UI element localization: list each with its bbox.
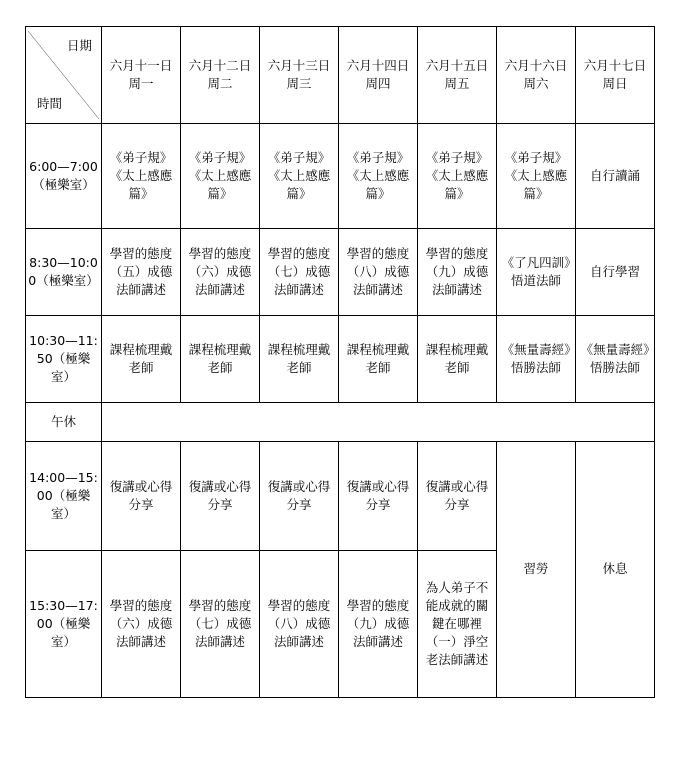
day-date-0: 六月十一日	[109, 57, 173, 73]
session-cell-2-6: 《無量壽經》悟勝法師	[576, 316, 655, 403]
session-cell-2-0: 課程梳理戴老師	[102, 316, 181, 403]
session-cell-3-0: 復講或心得分享	[102, 442, 181, 551]
time-label-2: 10:30—11:50（極樂室）	[26, 316, 102, 403]
day-header-6	[576, 27, 655, 124]
table-row	[26, 442, 655, 551]
corner-date-label: 日期	[66, 38, 92, 53]
session-cell-2-4: 課程梳理戴老師	[418, 316, 497, 403]
day-weekday-3: 周四	[365, 76, 391, 91]
day-weekday-4: 周五	[444, 76, 470, 91]
session-cell-1-6: 自行學習	[576, 229, 655, 316]
session-cell-0-0: 《弟子規》《太上感應篇》	[102, 124, 181, 229]
session-cell-1-0: 學習的態度（五）成德法師講述	[102, 229, 181, 316]
session-cell-0-1: 《弟子規》《太上感應篇》	[181, 124, 260, 229]
day-weekday-0: 周一	[128, 76, 154, 91]
session-cell-1-2: 學習的態度（七）成德法師講述	[260, 229, 339, 316]
session-cell-3-3: 復講或心得分享	[339, 442, 418, 551]
day-header-4	[418, 27, 497, 124]
day-date-5: 六月十六日	[504, 57, 568, 73]
noon-break-label: 午休	[26, 403, 102, 442]
session-cell-3-2: 復講或心得分享	[260, 442, 339, 551]
session-cell-0-4: 《弟子規》《太上感應篇》	[418, 124, 497, 229]
time-label-3: 14:00—15:00（極樂室）	[26, 442, 102, 551]
table-row	[26, 316, 655, 403]
day-header-5	[497, 27, 576, 124]
session-cell-4-0: 學習的態度（六）成德法師講述	[102, 551, 181, 698]
day-header-2	[260, 27, 339, 124]
day-weekday-5: 周六	[523, 76, 549, 91]
session-cell-3-1: 復講或心得分享	[181, 442, 260, 551]
day-weekday-6: 周日	[602, 76, 628, 91]
day-weekday-1: 周二	[207, 76, 233, 91]
day-date-4: 六月十五日	[425, 57, 489, 73]
session-cell-1-5: 《了凡四訓》悟道法師	[497, 229, 576, 316]
session-cell-3-6: 休息	[576, 442, 655, 698]
time-label-0: 6:00—7:00（極樂室）	[26, 124, 102, 229]
day-weekday-2: 周三	[286, 76, 312, 91]
session-cell-1-4: 學習的態度（九）成德法師講述	[418, 229, 497, 316]
table-header-row	[26, 27, 655, 124]
session-cell-4-1: 學習的態度（七）成德法師講述	[181, 551, 260, 698]
noon-break-row	[26, 403, 655, 442]
table-row	[26, 124, 655, 229]
time-label-1: 8:30—10:00（極樂室）	[26, 229, 102, 316]
session-cell-0-2: 《弟子規》《太上感應篇》	[260, 124, 339, 229]
session-cell-1-1: 學習的態度（六）成德法師講述	[181, 229, 260, 316]
session-cell-4-2: 學習的態度（八）成德法師講述	[260, 551, 339, 698]
session-cell-0-5: 《弟子規》《太上感應篇》	[497, 124, 576, 229]
day-date-2: 六月十三日	[267, 57, 331, 73]
day-date-6: 六月十七日	[583, 57, 647, 73]
day-header-0	[102, 27, 181, 124]
session-cell-2-3: 課程梳理戴老師	[339, 316, 418, 403]
day-header-1	[181, 27, 260, 124]
session-cell-0-6: 自行讀誦	[576, 124, 655, 229]
day-header-3	[339, 27, 418, 124]
session-cell-1-3: 學習的態度（八）成德法師講述	[339, 229, 418, 316]
corner-header-cell	[26, 27, 102, 124]
session-cell-2-2: 課程梳理戴老師	[260, 316, 339, 403]
session-cell-0-3: 《弟子規》《太上感應篇》	[339, 124, 418, 229]
corner-time-label: 時間	[37, 95, 63, 111]
schedule-table	[25, 26, 655, 698]
noon-break-empty	[102, 403, 655, 442]
table-row	[26, 229, 655, 316]
time-label-4: 15:30—17:00（極樂室）	[26, 551, 102, 698]
session-cell-2-1: 課程梳理戴老師	[181, 316, 260, 403]
day-date-3: 六月十四日	[346, 57, 410, 73]
session-cell-4-4: 為人弟子不能成就的關鍵在哪裡（一）淨空老法師講述	[418, 551, 497, 698]
session-cell-3-5: 習勞	[497, 442, 576, 698]
day-date-1: 六月十二日	[188, 57, 252, 73]
session-cell-2-5: 《無量壽經》悟勝法師	[497, 316, 576, 403]
session-cell-3-4: 復講或心得分享	[418, 442, 497, 551]
session-cell-4-3: 學習的態度（九）成德法師講述	[339, 551, 418, 698]
